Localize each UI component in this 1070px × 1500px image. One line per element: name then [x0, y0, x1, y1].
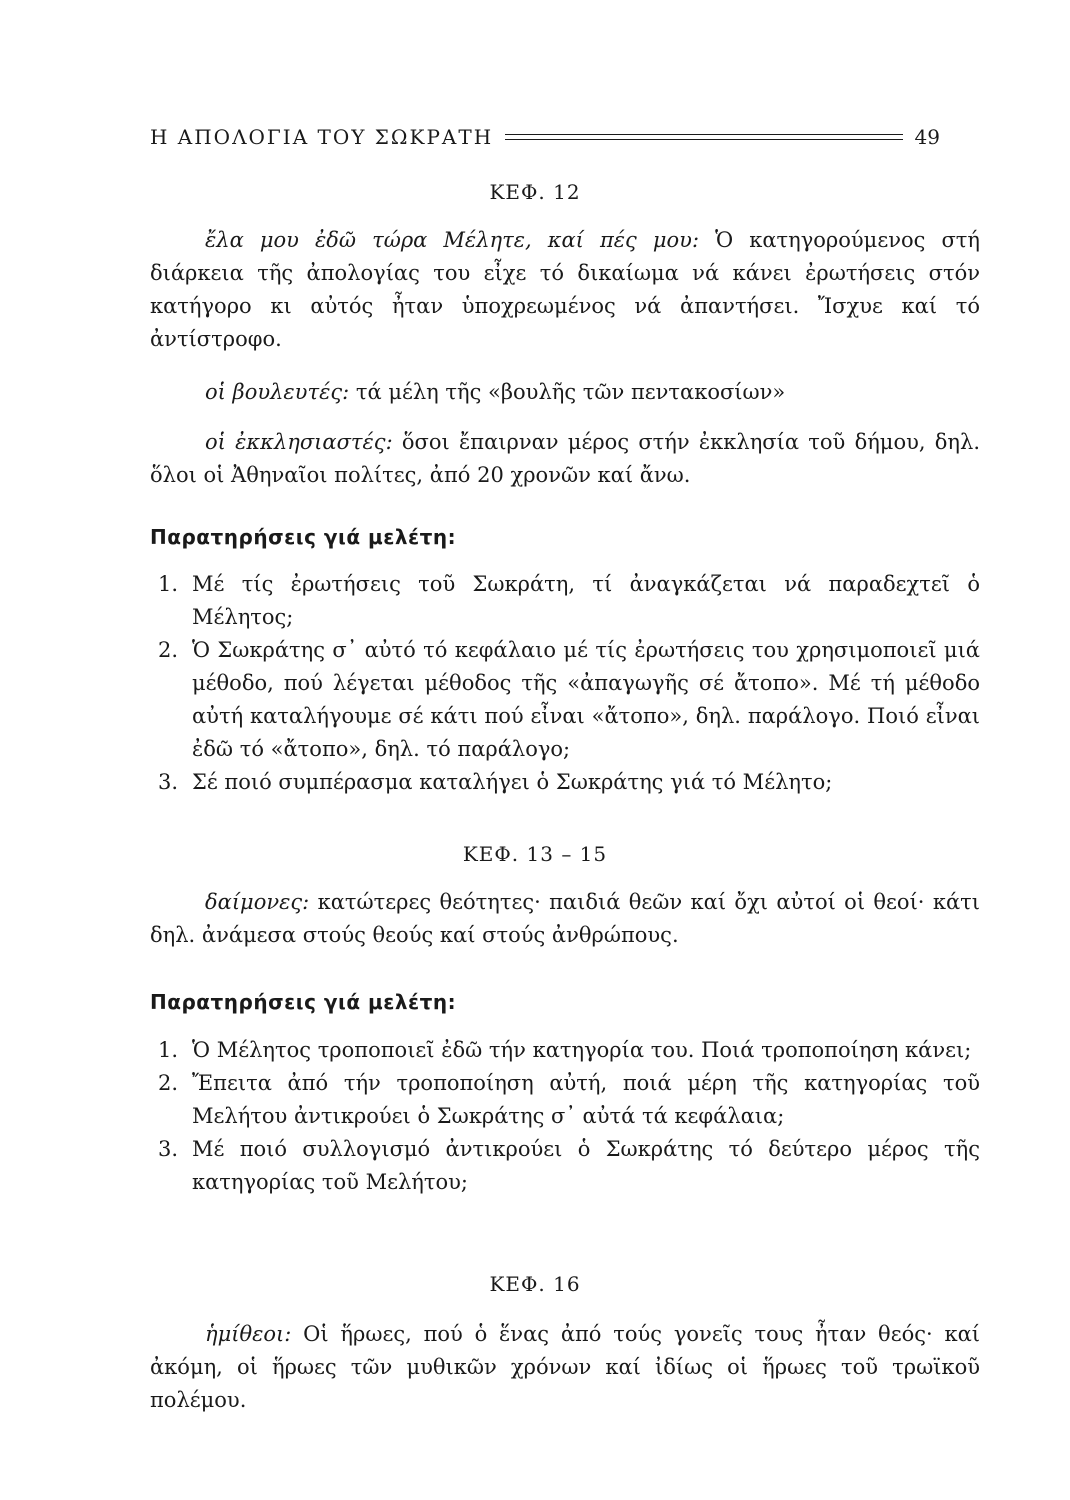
glossary-definition: τά μέλη τῆς «βουλῆς τῶν πεντακοσίων»	[349, 380, 786, 404]
item-text: Ὁ Μέλητος τροποποιεῖ ἐδῶ τήν κατηγορία του. Ποιά τροποποίηση κάνει;	[192, 1038, 972, 1062]
item-text: Μέ τίς ἐρωτήσεις τοῦ Σωκράτη, τί ἀναγκάζεται νά παραδεχτεῖ ὁ Μέλητος;	[192, 572, 980, 629]
item-text: Μέ ποιό συλλογισμό ἀντικρούει ὁ Σωκράτης τό δεύτερο μέρος τῆς κατηγορίας τοῦ Μελήτου;	[192, 1137, 980, 1194]
item-number: 1.	[158, 1038, 179, 1062]
running-header	[150, 122, 940, 152]
glossary-definition: Ὁ κατηγορούμενος στή διάρκεια τῆς ἀπολογίας του εἶχε τό δικαίωμα νά κάνει ἐρωτήσεις στόν κατήγορο κι αὐτός ἦταν ὑποχρεωμένος νά ἀπαντήσει. Ἴσχυε καί τό ἀντίστροφο.	[150, 228, 980, 351]
study-notes-list	[150, 568, 980, 799]
study-notes-heading: Παρατηρήσεις γιά μελέτη:	[150, 990, 457, 1014]
glossary-entry	[150, 886, 980, 952]
glossary-entry	[150, 224, 980, 356]
header-rule	[505, 134, 902, 140]
running-title: Η ΑΠΟΛΟΓΙΑ ΤΟΥ ΣΩΚΡΑΤΗ	[150, 125, 494, 149]
list-item	[150, 1067, 980, 1133]
glossary-term: ἡμίθεοι:	[205, 1322, 292, 1346]
list-item	[150, 766, 980, 799]
glossary-entry	[150, 426, 980, 492]
page-number: 49	[914, 125, 940, 149]
item-number: 1.	[158, 572, 179, 596]
glossary-entry	[150, 376, 980, 409]
item-text: Ὁ Σωκράτης σ᾽ αὐτό τό κεφάλαιο μέ τίς ἐρωτήσεις του χρησιμοποιεῖ μιά μέθοδο, πού λέγεται μέθοδος τῆς «ἀπαγωγῆς σέ ἄτοπο». Μέ τή μέθοδο αὐτή καταλήγουμε σέ κάτι πού εἶναι «ἄτοπο», δηλ. παράλογο. Ποιό εἶναι ἐδῶ τό «ἄτοπο», δηλ. τό παράλογο;	[192, 638, 980, 761]
chapter-heading-16: ΚΕΦ. 16	[489, 1272, 581, 1296]
glossary-definition: κατώτερες θεότητες· παιδιά θεῶν καί ὄχι αὐτοί οἱ θεοί· κάτι δηλ. ἀνάμεσα στούς θεούς καί στούς ἀνθρώπους.	[150, 890, 980, 947]
glossary-term: οἱ βουλευτές:	[205, 380, 350, 404]
glossary-entry	[150, 1318, 980, 1417]
item-number: 3.	[158, 1137, 179, 1161]
chapter-heading-12: ΚΕΦ. 12	[489, 180, 581, 204]
chapter-heading-13-15: ΚΕΦ. 13 – 15	[462, 842, 608, 866]
glossary-term: δαίμονες:	[205, 890, 310, 914]
glossary-definition: Οἱ ἥρωες, πού ὁ ἕνας ἀπό τούς γονεῖς τους ἦταν θεός· καί ἀκόμη, οἱ ἥρωες τῶν μυθικῶν χρόνων καί ἰδίως οἱ ἥρωες τοῦ τρωϊκοῦ πολέμου.	[150, 1322, 980, 1412]
item-number: 2.	[158, 638, 179, 662]
study-notes-heading: Παρατηρήσεις γιά μελέτη:	[150, 525, 457, 549]
study-notes-list	[150, 1034, 980, 1199]
glossary-definition: ὅσοι ἔπαιρναν μέρος στήν ἐκκλησία τοῦ δήμου, δηλ. ὅλοι οἱ Ἀθηναῖοι πολίτες, ἀπό 20 χρονῶν καί ἄνω.	[150, 430, 980, 487]
item-number: 3.	[158, 770, 179, 794]
glossary-term: οἱ ἐκκλησιαστές:	[205, 430, 393, 454]
item-number: 2.	[158, 1071, 179, 1095]
item-text: Σέ ποιό συμπέρασμα καταλήγει ὁ Σωκράτης γιά τό Μέλητο;	[192, 770, 833, 794]
list-item	[150, 1133, 980, 1199]
list-item	[150, 568, 980, 634]
glossary-term: ἔλα μου ἐδῶ τώρα Μέλητε, καί πές μου:	[205, 228, 700, 252]
list-item	[150, 1034, 980, 1067]
item-text: Ἔπειτα ἀπό τήν τροποποίηση αὐτή, ποιά μέρη τῆς κατηγορίας τοῦ Μελήτου ἀντικρούει ὁ Σωκράτης σ᾽ αὐτά τά κεφάλαια;	[192, 1071, 980, 1128]
list-item	[150, 634, 980, 766]
